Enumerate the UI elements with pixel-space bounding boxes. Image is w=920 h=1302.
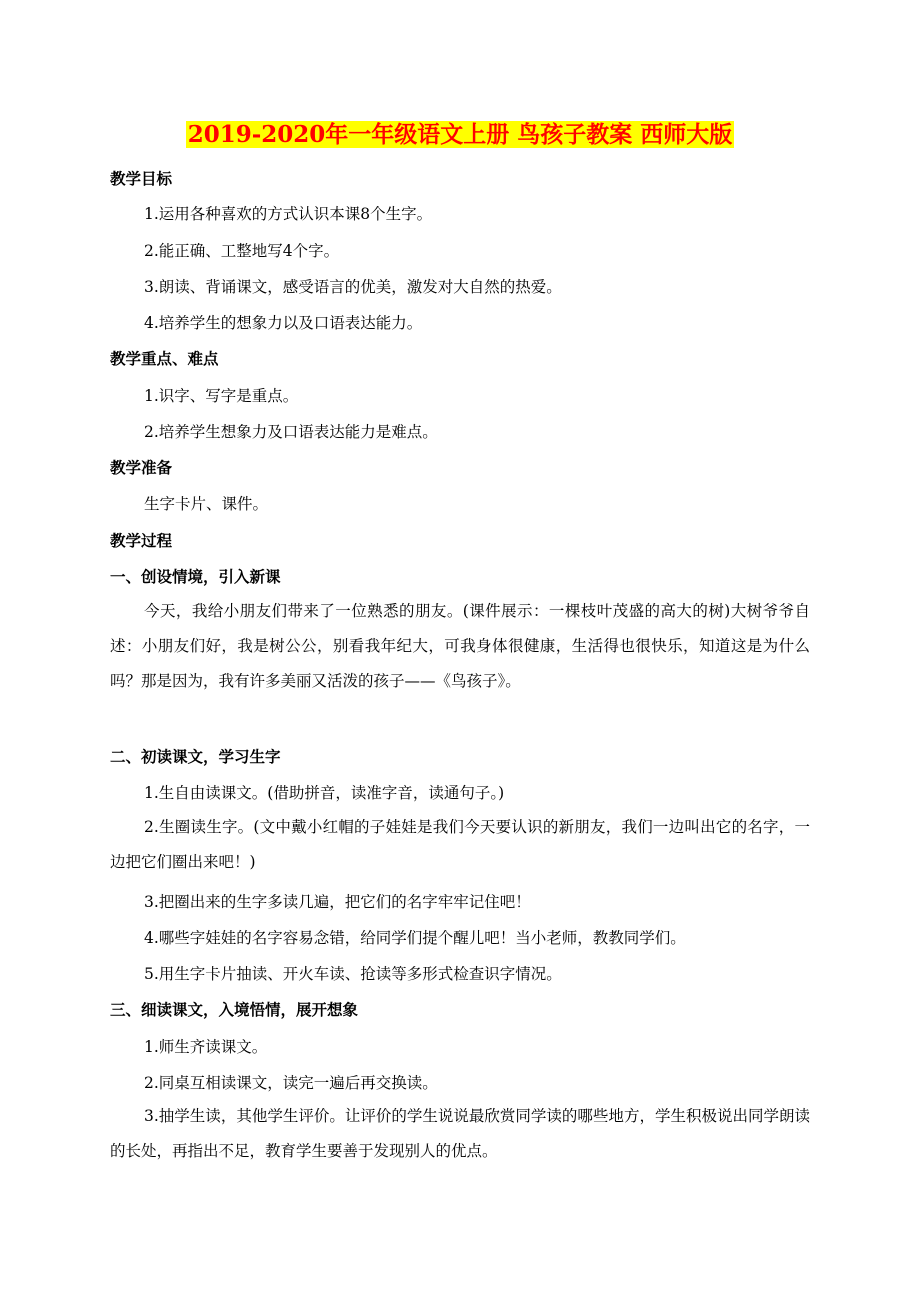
objective-item: 2.能正确、工整地写4个字。 (144, 242, 340, 260)
title-highlight: 2019-2020年一年级语文上册 鸟孩子教案 西师大版 (187, 121, 733, 148)
keypoint-item: 1.识字、写字是重点。 (144, 387, 299, 405)
heading-part2: 二、初读课文，学习生字 (110, 748, 281, 766)
heading-objectives: 教学目标 (110, 170, 173, 188)
heading-part1: 一、创设情境，引入新课 (110, 568, 281, 586)
part2-item: 5.用生字卡片抽读、开火车读、抢读等多形式检查识字情况。 (144, 965, 562, 983)
objective-item: 3.朗读、背诵课文，感受语言的优美，激发对大自然的热爱。 (144, 278, 562, 296)
part2-item: 3.把圈出来的生字多读几遍，把它们的名字牢牢记住吧！ (144, 893, 531, 911)
document-title (0, 118, 920, 152)
part3-item: 2.同桌互相读课文，读完一遍后再交换读。 (144, 1074, 438, 1092)
heading-process: 教学过程 (110, 532, 173, 550)
preparation-item: 生字卡片、课件。 (144, 495, 269, 513)
keypoint-item: 2.培养学生想象力及口语表达能力是难点。 (144, 423, 438, 441)
part3-item: 1.师生齐读课文。 (144, 1038, 268, 1056)
part2-item: 1.生自由读课文。(借助拼音，读准字音，读通句子。) (144, 784, 505, 802)
part3-item: 3.抽学生读，其他学生评价。让评价的学生说说最欣赏同学读的哪些地方，学生积极说出同学朗读的长处，再指出不足，教育学生要善于发现别人的优点。 (110, 1107, 810, 1160)
heading-preparation: 教学准备 (110, 459, 173, 477)
part2-item: 2.生圈读生字。(文中戴小红帽的子娃娃是我们今天要认识的新朋友，我们一边叫出它的名字，一边把它们圈出来吧！) (110, 818, 810, 871)
objective-item: 1.运用各种喜欢的方式认识本课8个生字。 (144, 205, 433, 223)
part1-paragraph: 今天，我给小朋友们带来了一位熟悉的朋友。(课件展示：一棵枝叶茂盛的高大的树)大树爷爷自述：小朋友们好，我是树公公，别看我年纪大，可我身体很健康，生活得也很快乐，知道这是为什么吗？那是因为，我有许多美丽又活泼的孩子——《鸟孩子》。 (110, 602, 810, 690)
heading-keypoints: 教学重点、难点 (110, 350, 219, 368)
part2-item: 4.哪些字娃娃的名字容易念错，给同学们提个醒儿吧！当小老师，教教同学们。 (144, 929, 686, 947)
objective-item: 4.培养学生的想象力以及口语表达能力。 (144, 314, 423, 332)
heading-part3: 三、细读课文，入境悟情，展开想象 (110, 1001, 359, 1019)
